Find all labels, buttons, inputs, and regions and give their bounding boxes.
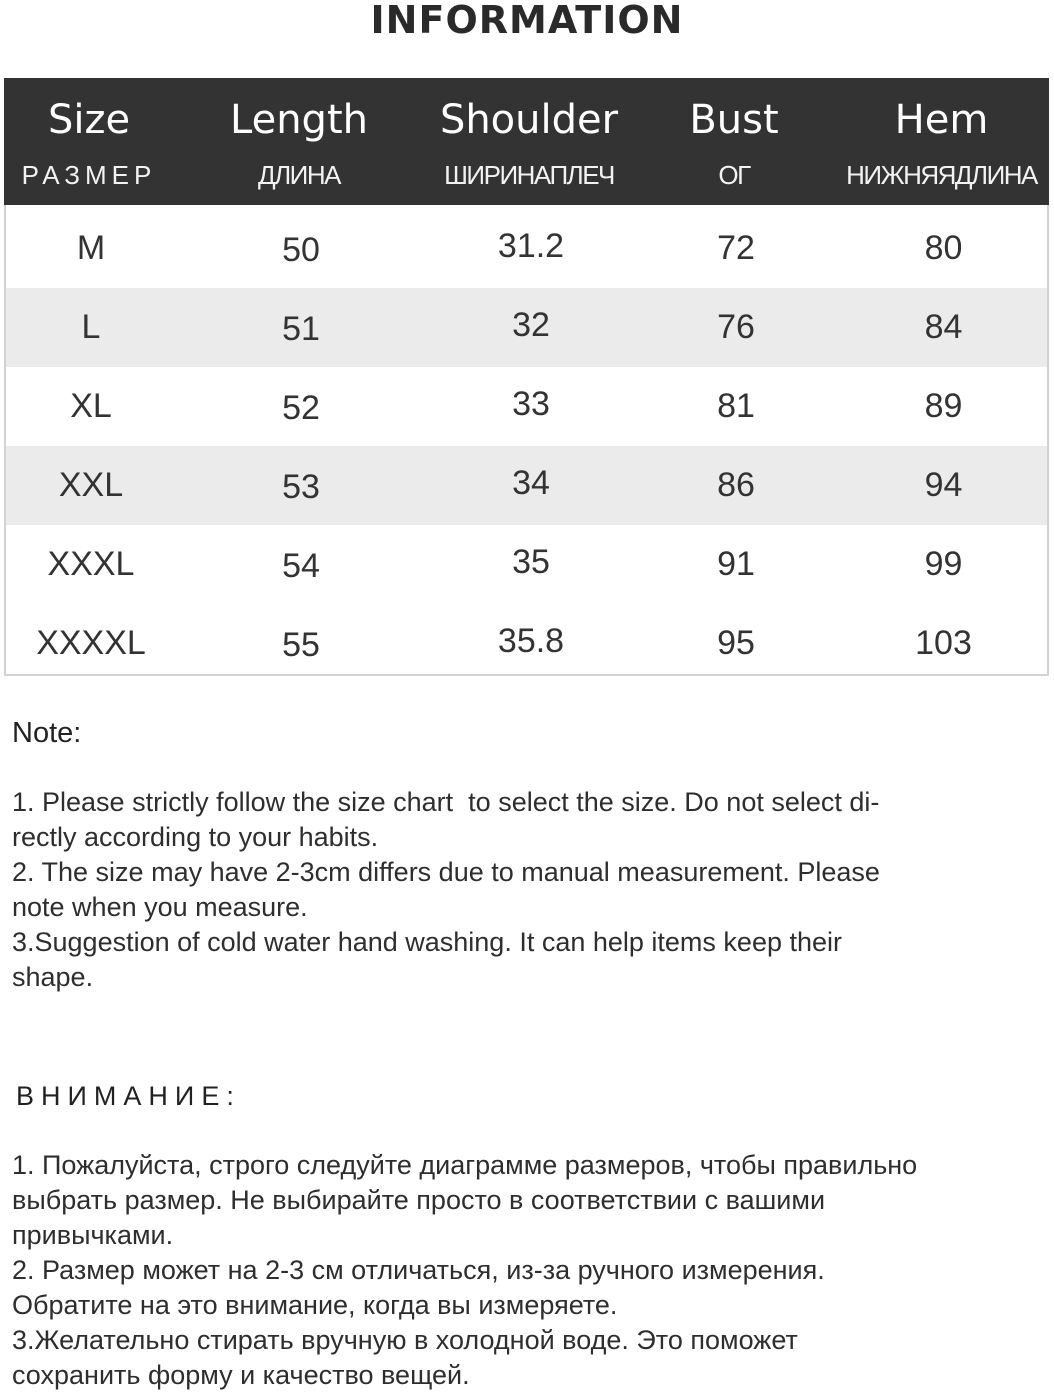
cell-bust: 76 — [717, 308, 755, 346]
cell-length: 53 — [282, 468, 320, 506]
cell-shoulder: 34 — [512, 464, 550, 502]
header-size — [4, 78, 174, 205]
header-length — [194, 78, 404, 205]
header-bust-label: Bust — [689, 97, 779, 143]
cell-length: 50 — [282, 231, 320, 269]
cell-bust: 81 — [717, 387, 755, 425]
cell-hem: 84 — [924, 308, 963, 346]
note-line-ru: сохранить форму и качество вещей. — [12, 1360, 470, 1390]
size-chart-table — [4, 78, 1049, 676]
cell-size: XXL — [58, 466, 124, 504]
note-line: rectly according to your habits. — [12, 822, 379, 852]
cell-shoulder: 31.2 — [497, 227, 565, 265]
header-length-label: Length — [230, 97, 368, 143]
header-shoulder-label: Shoulder — [439, 97, 619, 143]
cell-length: 51 — [282, 310, 320, 348]
header-size-label: Size — [47, 97, 131, 143]
note-english — [12, 785, 1042, 995]
table-row — [6, 525, 1047, 604]
table-row — [6, 446, 1047, 525]
table-header — [4, 78, 1049, 205]
header-hem-label: Hem — [894, 97, 989, 143]
cell-hem: 80 — [924, 229, 963, 267]
cell-bust: 95 — [717, 624, 755, 662]
cell-length: 54 — [282, 547, 320, 585]
note-heading: Note: — [12, 717, 82, 749]
table-row — [6, 604, 1047, 674]
header-shoulder-label-ru: ШИРИНАПЛЕЧ — [444, 160, 614, 190]
note-line-ru: 2. Размер может на 2-3 см отличаться, из-за ручного измерения. — [12, 1255, 825, 1285]
cell-hem: 103 — [915, 624, 972, 662]
header-size-label-ru: РАЗМЕР — [21, 160, 157, 190]
header-shoulder — [414, 78, 644, 205]
cell-hem: 94 — [924, 466, 963, 504]
cell-shoulder: 32 — [512, 306, 550, 344]
note-line: 2. The size may have 2-3cm differs due to manual measurement. Please — [12, 857, 880, 887]
table-row — [6, 367, 1047, 446]
cell-size: XL — [70, 387, 112, 425]
cell-bust: 72 — [717, 229, 755, 267]
page-title: INFORMATION — [370, 0, 684, 42]
header-bust — [654, 78, 814, 205]
cell-size: M — [76, 229, 106, 267]
note-line-ru: 3.Желательно стирать вручную в холодной воде. Это поможет — [12, 1325, 798, 1355]
note-line-ru: выбрать размер. Не выбирайте просто в соответствии с вашими — [12, 1185, 826, 1215]
cell-hem: 89 — [924, 387, 963, 425]
note-line: 1. Please strictly follow the size chart to select the size. Do not select di- — [12, 787, 880, 817]
cell-size: XXXL — [47, 545, 135, 583]
note-line: note when you measure. — [12, 892, 308, 922]
cell-bust: 86 — [717, 466, 755, 504]
cell-shoulder: 35.8 — [497, 622, 565, 660]
header-hem — [834, 78, 1049, 205]
header-hem-label-ru: НИЖНЯЯДЛИНА — [846, 160, 1037, 190]
header-length-label-ru: ДЛИНА — [258, 160, 340, 190]
table-row — [6, 288, 1047, 367]
note-line: 3.Suggestion of cold water hand washing. It can help items keep their — [12, 927, 842, 957]
note-heading-ru: ВНИМАНИЕ: — [16, 1081, 241, 1111]
cell-size: XXXXL — [36, 624, 146, 662]
cell-bust: 91 — [717, 545, 755, 583]
header-bust-label-ru: ОГ — [718, 160, 750, 190]
cell-hem: 99 — [924, 545, 963, 583]
cell-length: 55 — [282, 626, 320, 664]
cell-size: L — [81, 308, 101, 346]
cell-shoulder: 33 — [512, 385, 550, 423]
cell-length: 52 — [282, 389, 320, 427]
note-line-ru: привычками. — [12, 1220, 174, 1250]
cell-shoulder: 35 — [512, 543, 550, 581]
note-russian — [12, 1148, 1042, 1393]
note-line-ru: Обратите на это внимание, когда вы измеряете. — [12, 1290, 618, 1320]
note-line-ru: 1. Пожалуйста, строго следуйте диаграмме размеров, чтобы правильно — [12, 1150, 918, 1180]
table-row — [6, 209, 1047, 288]
note-line: shape. — [12, 962, 94, 992]
